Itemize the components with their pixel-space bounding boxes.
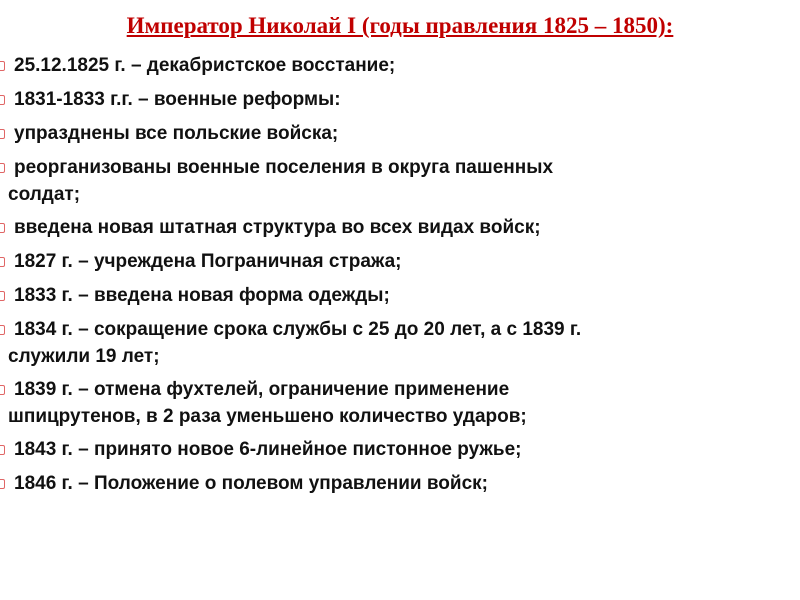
bullet-icon bbox=[0, 95, 5, 105]
list-item bbox=[0, 52, 790, 79]
list-item-text-continuation: служили 19 лет; bbox=[8, 346, 160, 367]
list-item-text: 1846 г. – Положение о полевом управлении войск; bbox=[14, 473, 488, 494]
list-item bbox=[0, 154, 790, 208]
list-item bbox=[0, 86, 790, 113]
list-item-text: 1831-1833 г.г. – военные реформы: bbox=[14, 89, 341, 110]
list-item-text: упразднены все польские войска; bbox=[14, 123, 339, 144]
list-item-text: 1827 г. – учреждена Пограничная стража; bbox=[14, 251, 402, 272]
list-item bbox=[0, 376, 790, 430]
list-item bbox=[0, 214, 790, 241]
list-item bbox=[0, 436, 790, 463]
bullet-list bbox=[0, 52, 790, 504]
list-item bbox=[0, 248, 790, 275]
list-item-text-continuation: солдат; bbox=[8, 184, 81, 205]
list-item-text: 1833 г. – введена новая форма одежды; bbox=[14, 285, 390, 306]
list-item bbox=[0, 120, 790, 147]
bullet-icon bbox=[0, 385, 5, 395]
bullet-icon bbox=[0, 291, 5, 301]
list-item-text: 1834 г. – сокращение срока службы с 25 до 20 лет, а с 1839 г. bbox=[14, 319, 582, 340]
list-item bbox=[0, 282, 790, 309]
bullet-icon bbox=[0, 445, 5, 455]
bullet-icon bbox=[0, 325, 5, 335]
list-item-text: реорганизованы военные поселения в округа пашенных bbox=[14, 157, 554, 178]
list-item bbox=[0, 470, 790, 497]
list-item-text: 1839 г. – отмена фухтелей, ограничение применение bbox=[14, 379, 510, 400]
slide-title: Император Николай I (годы правления 1825 – 1850): bbox=[126, 13, 674, 38]
bullet-icon bbox=[0, 129, 5, 139]
list-item bbox=[0, 316, 790, 370]
list-item-text: введена новая штатная структура во всех видах войск; bbox=[14, 217, 541, 238]
bullet-icon bbox=[0, 61, 5, 71]
list-item-text: 25.12.1825 г. – декабристское восстание; bbox=[14, 55, 396, 76]
bullet-icon bbox=[0, 257, 5, 267]
list-item-text-continuation: шпицрутенов, в 2 раза уменьшено количество ударов; bbox=[8, 406, 527, 427]
bullet-icon bbox=[0, 163, 5, 173]
bullet-icon bbox=[0, 479, 5, 489]
list-item-text: 1843 г. – принято новое 6-линейное пистонное ружье; bbox=[14, 439, 522, 460]
bullet-icon bbox=[0, 223, 5, 233]
